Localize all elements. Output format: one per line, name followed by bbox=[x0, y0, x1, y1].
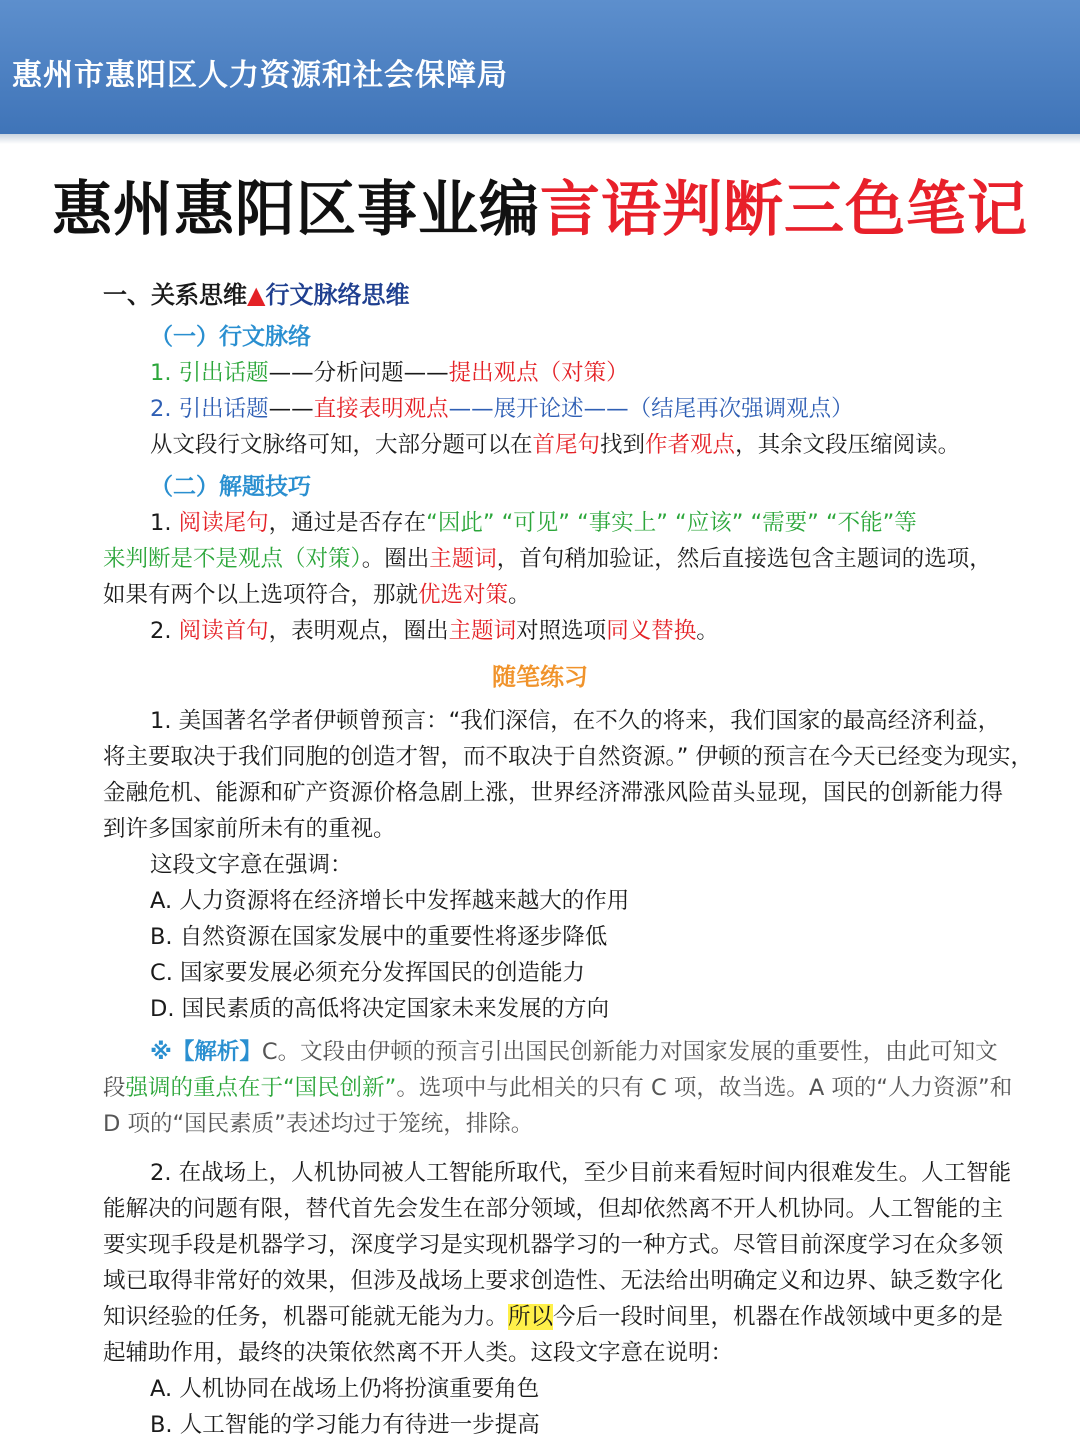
q2-line-3: 要实现手段是机器学习，深度学习是实现机器学习的一种方式。尽管目前深度学习在众多领 bbox=[103, 1232, 1004, 1258]
q2-option-a: A. 人机协同在战场上仍将扮演重要角色 bbox=[150, 1376, 540, 1402]
text-fragment: 知识经验的任务，机器可能就无能为力。 bbox=[103, 1304, 509, 1330]
text-fragment: 从文段行文脉络可知，大部分题可以在 bbox=[150, 432, 533, 458]
header-shadow bbox=[0, 134, 1080, 144]
text-fragment: 。圈出 bbox=[361, 546, 430, 572]
text-fragment: 阅读首句 bbox=[178, 618, 269, 644]
analysis-tag: ※【解析】 bbox=[150, 1039, 262, 1065]
q1-option-c: C. 国家要发展必须充分发挥国民的创造能力 bbox=[150, 960, 586, 986]
highlighted-text: 所以 bbox=[508, 1304, 554, 1330]
text-fragment: 来判断是不是观点（对策） bbox=[103, 546, 362, 572]
q1-line-4: 到许多国家前所未有的重视。 bbox=[103, 816, 396, 842]
text-fragment: 2. bbox=[150, 618, 179, 644]
q1-option-d: D. 国民素质的高低将决定国家未来发展的方向 bbox=[150, 996, 610, 1022]
text-fragment: ，通过是否存在 bbox=[268, 510, 427, 536]
section-1-heading bbox=[103, 280, 409, 310]
page-title bbox=[0, 162, 1080, 248]
text-fragment: 主题词 bbox=[429, 546, 497, 572]
text-fragment: 1. bbox=[150, 510, 179, 536]
text-fragment: —— bbox=[268, 396, 314, 422]
text-fragment: ，表明观点，圈出 bbox=[268, 618, 449, 644]
q1-line-1: 1. 美国著名学者伊顿曾预言：“我们深信，在不久的将来，我们国家的最高经济利益， bbox=[150, 708, 1001, 734]
q2-line-2: 能解决的问题有限，替代首先会发生在部分领域，但却依然离不开人机协同。人工智能的主 bbox=[103, 1196, 1004, 1222]
title-black-part: 惠州惠阳区事业编 bbox=[52, 175, 540, 245]
text-fragment: 2. 引出话题 bbox=[150, 396, 269, 422]
text-fragment: 提出观点（对策） bbox=[448, 360, 629, 386]
q1-prompt: 这段文字意在强调： bbox=[150, 852, 353, 878]
q2-line-1: 2. 在战场上，人机协同被人工智能所取代，至少目前来看短时间内很难发生。人工智能 bbox=[150, 1160, 1012, 1186]
header-banner bbox=[0, 0, 1080, 134]
text-fragment: 作者观点 bbox=[645, 432, 736, 458]
q1-line-3: 金融危机、能源和矿产资源价格急剧上涨，世界经济滞涨风险苗头显现，国民的创新能力得 bbox=[103, 780, 1004, 806]
text-fragment: ——展开论述——（结尾再次强调观点） bbox=[448, 396, 854, 422]
text-fragment: 。 bbox=[508, 582, 531, 608]
q2-line-4: 域已取得非常好的效果，但涉及战场上要求创造性、无法给出明确定义和边界、缺乏数字化 bbox=[103, 1268, 1004, 1294]
q1-analysis-line-2 bbox=[103, 1073, 1012, 1103]
q2-option-b: B. 人工智能的学习能力有待进一步提高 bbox=[150, 1412, 540, 1438]
tip-1-line-1 bbox=[150, 508, 917, 538]
org-name: 惠州市惠阳区人力资源和社会保障局 bbox=[12, 58, 508, 93]
text-fragment: 1. 引出话题 bbox=[150, 360, 269, 386]
section-1-label: 一、关系思维 bbox=[103, 281, 247, 309]
text-fragment: 如果有两个以上选项符合，那就 bbox=[103, 582, 419, 608]
text-fragment: 找到 bbox=[600, 432, 646, 458]
text-fragment: ，首句稍加验证，然后直接选包含主题词的选项， bbox=[496, 546, 992, 572]
q1-analysis-line-1 bbox=[150, 1037, 998, 1067]
tip-1-line-3 bbox=[103, 580, 531, 610]
text-fragment: 首尾句 bbox=[532, 432, 601, 458]
structure-line-1 bbox=[150, 358, 629, 388]
subsection-1-heading: （一）行文脉络 bbox=[150, 324, 311, 350]
text-fragment: ——分析问题—— bbox=[268, 360, 449, 386]
text-fragment: 阅读尾句 bbox=[178, 510, 269, 536]
structure-line-2 bbox=[150, 394, 854, 424]
text-fragment: 直接表明观点 bbox=[313, 396, 449, 422]
text-fragment: 主题词 bbox=[448, 618, 517, 644]
text-fragment: ，其余文段压缩阅读。 bbox=[735, 432, 961, 458]
practice-title: 随笔练习 bbox=[492, 663, 588, 691]
text-fragment: C。文段由伊顿的预言引出国民创新能力对国家发展的重要性，由此可知文 bbox=[261, 1039, 998, 1065]
tip-2-line bbox=[150, 616, 719, 646]
tip-1-line-2 bbox=[103, 544, 992, 574]
section-1-highlight: 行文脉络思维 bbox=[265, 281, 410, 309]
subsection-2-heading: （二）解题技巧 bbox=[150, 474, 311, 500]
q2-line-6: 起辅助作用，最终的决策依然离不开人类。这段文字意在说明： bbox=[103, 1340, 734, 1366]
q1-line-2: 将主要取决于我们同胞的创造才智，而不取决于自然资源。” 伊顿的预言在今天已经变为现实， bbox=[103, 744, 1034, 770]
structure-summary bbox=[150, 430, 960, 460]
title-red-part: 言语判断三色笔记 bbox=[540, 175, 1028, 245]
q1-analysis-line-3: D 项的“国民素质”表述均过于笼统，排除。 bbox=[103, 1111, 534, 1137]
text-fragment: 强调的重点在于“国民创新” bbox=[125, 1075, 397, 1101]
text-fragment: 对照选项 bbox=[516, 618, 607, 644]
q1-option-b: B. 自然资源在国家发展中的重要性将逐步降低 bbox=[150, 924, 608, 950]
text-fragment: “因此” “可见” “事实上” “应该” “需要” “不能”等 bbox=[426, 510, 917, 536]
text-fragment: 。 bbox=[696, 618, 719, 644]
q2-line-5 bbox=[103, 1302, 1003, 1332]
text-fragment: 今后一段时间里，机器在作战领域中更多的是 bbox=[553, 1304, 1004, 1330]
text-fragment: 优选对策 bbox=[418, 582, 509, 608]
q1-option-a: A. 人力资源将在经济增长中发挥越来越大的作用 bbox=[150, 888, 630, 914]
text-fragment: 同义替换 bbox=[606, 618, 697, 644]
triangle-icon: ▲ bbox=[247, 281, 266, 309]
text-fragment: 。选项中与此相关的只有 C 项，故当选。A 项的“人力资源”和 bbox=[396, 1075, 1013, 1101]
text-fragment: 段 bbox=[103, 1075, 126, 1101]
